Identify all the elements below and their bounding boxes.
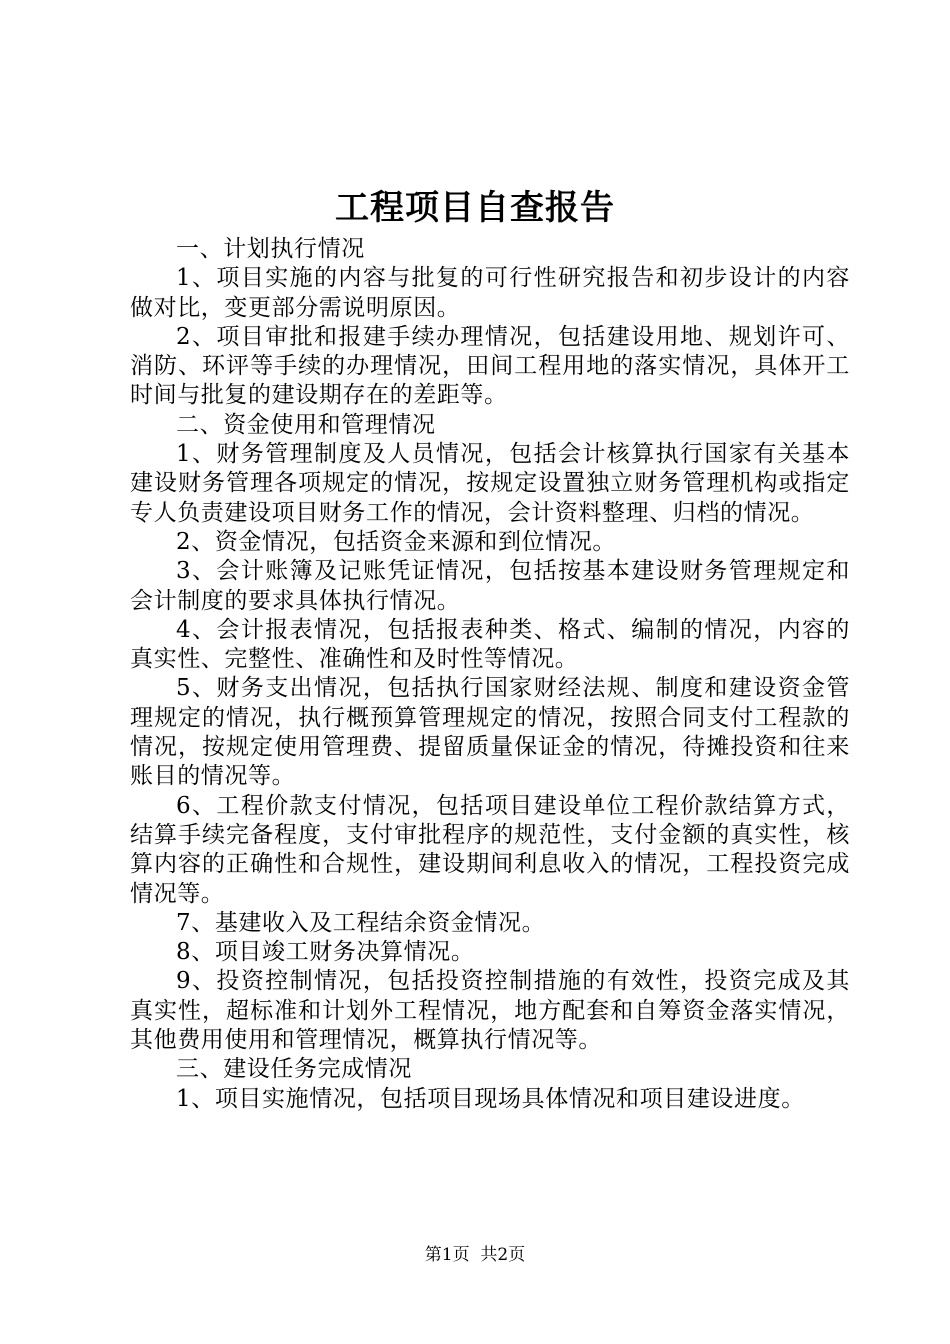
- paragraph: 2、项目审批和报建手续办理情况，包括建设用地、规划许可、消防、环评等手续的办理情况，田间工程用地的落实情况，具体开工时间与批复的建设期存在的差距等。: [130, 323, 850, 409]
- paragraph: 1、项目实施情况，包括项目现场具体情况和项目建设进度。: [176, 1085, 805, 1112]
- paragraph: 7、基建收入及工程结余资金情况。: [176, 909, 546, 936]
- paragraph: 1、财务管理制度及人员情况，包括会计核算执行国家有关基本建设财务管理各项规定的情况，按规定设置独立财务管理机构或指定专人负责建设项目财务工作的情况，会计资料整理、归档的情况。: [130, 441, 850, 526]
- page-footer: [0, 1243, 950, 1267]
- document-body: [130, 235, 850, 1114]
- paragraph: 4、会计报表情况，包括报表种类、格式、编制的情况，内容的真实性、完整性、准确性和及时性等情况。: [130, 616, 850, 673]
- paragraph: 5、财务支出情况，包括执行国家财经法规、制度和建设资金管理规定的情况，执行概预算管理规定的情况，按照合同支付工程款的情况，按规定使用管理费、提留质量保证金的情况，待摊投资和往来账目的情况等。: [130, 675, 850, 790]
- paragraph: 9、投资控制情况，包括投资控制措施的有效性，投资完成及其真实性，超标准和计划外工程情况，地方配套和自筹资金落实情况，其他费用使用和管理情况，概算执行情况等。: [130, 968, 850, 1054]
- paragraph: 3、会计账簿及记账凭证情况，包括按基本建设财务管理规定和会计制度的要求具体执行情况。: [130, 558, 850, 614]
- section-heading: 二、资金使用和管理情况: [176, 411, 436, 438]
- section-heading: 一、计划执行情况: [176, 236, 365, 262]
- paragraph: 6、工程价款支付情况，包括项目建设单位工程价款结算方式，结算手续完备程度，支付审批程序的规范性，支付金额的真实性，核算内容的正确性和合规性，建设期间利息收入的情况，工程投资完成情况等。: [130, 792, 850, 907]
- paragraph: 8、项目竣工财务决算情况。: [176, 939, 475, 966]
- document-title: 工程项目自查报告: [335, 188, 615, 228]
- paragraph: 2、资金情况，包括资金来源和到位情况。: [176, 528, 617, 555]
- page-total: 共2页: [480, 1245, 526, 1265]
- page-number: 第1页: [424, 1245, 470, 1265]
- paragraph: 1、项目实施的内容与批复的可行性研究报告和初步设计的内容做对比，变更部分需说明原因。: [130, 265, 850, 321]
- section-heading: 三、建设任务完成情况: [176, 1056, 412, 1083]
